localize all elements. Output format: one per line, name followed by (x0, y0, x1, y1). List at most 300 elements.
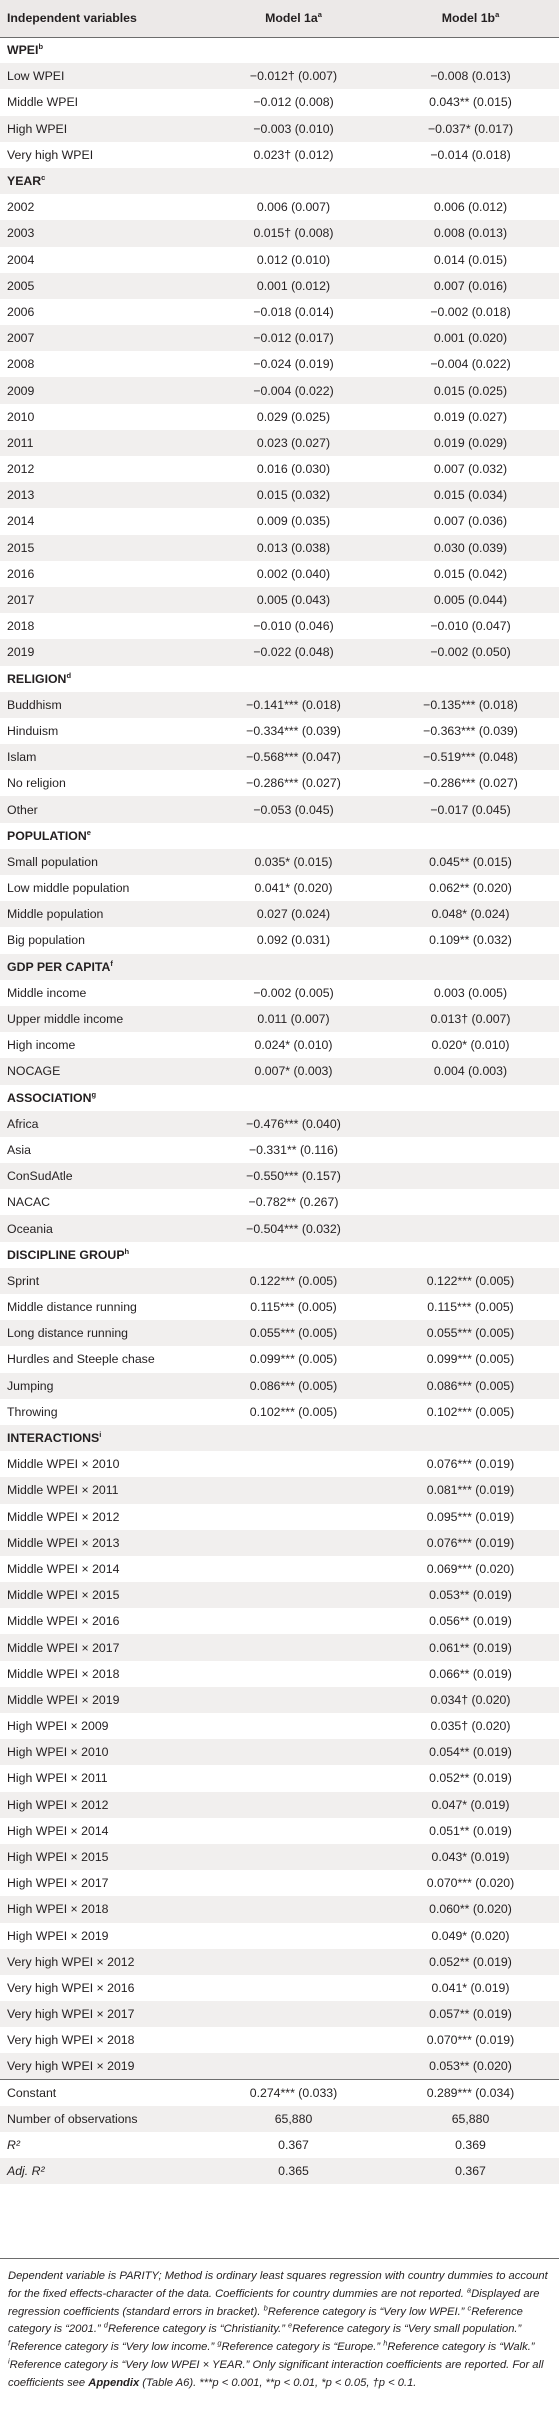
variable-label: Very high WPEI × 2019 (7, 2059, 135, 2074)
model-1a-cell: 0.015 (0.032) (256, 488, 331, 503)
group-label-text: YEAR (7, 174, 42, 189)
table-row (0, 1268, 559, 1294)
model-1a-cell: 0.099*** (0.005) (249, 1352, 338, 1367)
group-label (0, 1085, 559, 1111)
group-header-row (0, 823, 559, 849)
variable-label: High WPEI × 2015 (7, 1850, 109, 1865)
variable-label: Middle WPEI × 2013 (7, 1535, 120, 1550)
group-label (0, 666, 559, 692)
group-footnote-marker: c (41, 172, 46, 182)
model-1b-cell: 0.076*** (0.019) (426, 1535, 515, 1550)
model-1a-cell (205, 1451, 382, 1477)
model-1a-cell (205, 1634, 382, 1660)
model-1b-cell: 0.020* (0.010) (431, 1038, 510, 1053)
model-1b-cell (382, 1189, 559, 1215)
footnote-text: Reference category is “Europe.” (221, 2341, 384, 2354)
model-1b-cell: 0.081*** (0.019) (426, 1483, 515, 1498)
group-label-text: RELIGION (7, 671, 67, 686)
model-1a-cell: 0.024* (0.010) (254, 1038, 333, 1053)
variable-label: Low WPEI (7, 69, 65, 84)
model-1a-cell (205, 1713, 382, 1739)
variable-label: 2011 (7, 435, 34, 450)
model-1a-cell: 0.001 (0.012) (256, 278, 331, 293)
table-row (0, 1634, 559, 1660)
table-row (0, 2053, 559, 2079)
header-row (0, 0, 559, 37)
table-row (0, 220, 559, 246)
model-1b-cell: −0.002 (0.018) (430, 304, 511, 319)
table-row (0, 89, 559, 115)
model-1a-cell (205, 1765, 382, 1791)
model-1a-cell: −0.022 (0.048) (253, 645, 334, 660)
table-row (0, 875, 559, 901)
variable-label: NOCAGE (7, 1064, 61, 1079)
model-1a-cell: −0.286*** (0.027) (246, 776, 341, 791)
variable-label: Sprint (7, 1273, 40, 1288)
model-1a-cell: 0.122*** (0.005) (249, 1273, 338, 1288)
footnote-marker: b (263, 2302, 268, 2312)
model-1a-cell (205, 1818, 382, 1844)
model-1a-cell: 0.013 (0.038) (256, 540, 331, 555)
group-label-text: INTERACTIONS (7, 1431, 100, 1446)
model-1b-cell: 0.052** (0.019) (429, 1771, 512, 1786)
variable-label: Africa (7, 1116, 39, 1131)
table-row (0, 377, 559, 403)
group-label (0, 823, 559, 849)
model-1a-cell: 0.011 (0.007) (257, 1012, 330, 1027)
model-1a-cell (205, 1661, 382, 1687)
model-1a-cell (205, 1582, 382, 1608)
variable-label: Middle WPEI × 2017 (7, 1640, 120, 1655)
variable-label: High WPEI × 2010 (7, 1745, 109, 1760)
variable-label: Upper middle income (7, 1012, 124, 1027)
footnote-divider (0, 2258, 559, 2259)
model-1b-cell: 0.007 (0.036) (433, 514, 508, 529)
variable-label: High WPEI × 2018 (7, 1902, 109, 1917)
model-1a-cell: 0.012 (0.010) (256, 252, 331, 267)
model-1b-cell: 0.041* (0.019) (431, 1980, 510, 1995)
variable-label: Middle WPEI × 2012 (7, 1509, 120, 1524)
variable-label: Middle income (7, 985, 87, 1000)
model-1b-cell: 0.056** (0.019) (429, 1614, 512, 1629)
footnote-text: (Table A6). ***p < 0.001, **p < 0.01, *p < 0.05, †p < 0.1. (139, 2376, 417, 2389)
variable-label: Middle WPEI × 2019 (7, 1692, 120, 1707)
variable-label: Middle distance running (7, 1300, 137, 1315)
model-1a-cell (205, 1556, 382, 1582)
model-1b-cell: −0.286*** (0.027) (423, 776, 518, 791)
model-1b-cell: 0.035† (0.020) (430, 1719, 511, 1734)
table-row (0, 1189, 559, 1215)
table-row (0, 1949, 559, 1975)
footnote-marker: h (383, 2338, 388, 2348)
model-1b-cell: 0.115*** (0.005) (427, 1300, 514, 1315)
variable-label: 2006 (7, 304, 35, 319)
variable-label: High WPEI × 2011 (7, 1771, 108, 1786)
footnote-marker: c (467, 2302, 472, 2312)
variable-label: Adj. R² (7, 2164, 45, 2179)
table-row (0, 1608, 559, 1634)
model-1b-cell: −0.004 (0.022) (430, 357, 511, 372)
model-1b-cell: 0.005 (0.044) (433, 593, 508, 608)
variable-label: Number of observations (7, 2111, 138, 2126)
variable-label: Other (7, 802, 38, 817)
model-1a-cell: 0.055*** (0.005) (249, 1326, 338, 1341)
model-1b-cell: −0.017 (0.045) (430, 802, 511, 817)
variable-label: Oceania (7, 1221, 53, 1236)
model-1a-cell: 0.274*** (0.033) (205, 2080, 382, 2106)
model-1b-cell: 0.060** (0.020) (429, 1902, 512, 1917)
variable-label: Very high WPEI (7, 147, 94, 162)
model-1a-cell: 65,880 (274, 2111, 313, 2126)
model-1a-cell: 0.009 (0.035) (256, 514, 331, 529)
model-1a-cell (205, 1504, 382, 1530)
model-1a-cell: −0.504*** (0.032) (246, 1221, 341, 1236)
table-row (0, 1870, 559, 1896)
variable-label: Middle WPEI × 2016 (7, 1614, 120, 1629)
model-1a-cell: −0.004 (0.022) (253, 383, 334, 398)
group-label (0, 37, 559, 63)
model-1a-cell: −0.331** (0.116) (249, 1142, 338, 1157)
table-row (0, 849, 559, 875)
variable-label: 2015 (7, 540, 35, 555)
model-1b-cell: 0.057** (0.019) (429, 2007, 512, 2022)
model-1a-cell: 0.002 (0.040) (256, 566, 331, 581)
footnote-text: Dependent variable is PARITY; Method is ordinary least squares regression with country dummies to account for the fixed effects-character of the data. Coefficients for country dummies are not reported. (8, 2270, 548, 2300)
table-row (0, 194, 559, 220)
table-row (0, 927, 559, 953)
model-1b-cell: 0.045** (0.015) (429, 854, 512, 869)
variable-label: Middle WPEI × 2011 (7, 1483, 119, 1498)
model-1a-cell: 0.367 (278, 2138, 309, 2153)
group-label-text: DISCIPLINE GROUP (7, 1247, 125, 1262)
variable-label: Constant (0, 2080, 205, 2106)
model-1a-cell: −0.053 (0.045) (253, 802, 334, 817)
table-row (0, 1399, 559, 1425)
model-1a-cell: −0.782** (0.267) (248, 1195, 339, 1210)
model-1a-cell: −0.018 (0.014) (253, 304, 334, 319)
footnote-text: Reference category is “Very low income.” (10, 2341, 218, 2354)
footnote-text: Reference category is “2001.” (8, 2305, 523, 2336)
footnote-text: Displayed are regression coefficients (standard errors in bracket). (8, 2287, 540, 2318)
table-row (0, 2080, 559, 2106)
table-row (0, 1373, 559, 1399)
model-1b-cell: 0.053** (0.020) (429, 2059, 512, 2074)
group-footnote-marker: h (124, 1246, 130, 1256)
table-row (0, 718, 559, 744)
table-row (0, 1320, 559, 1346)
table-row (0, 1713, 559, 1739)
group-label (0, 954, 559, 980)
table-footnote (8, 2268, 552, 2393)
group-footnote-marker: i (99, 1429, 102, 1439)
table-row (0, 692, 559, 718)
model-1a-cell (205, 2001, 382, 2027)
variable-label: 2019 (7, 645, 35, 660)
table-row (0, 2027, 559, 2053)
model-1a-cell (205, 2053, 382, 2079)
model-1a-cell: 0.016 (0.030) (256, 462, 331, 477)
table-row (0, 1477, 559, 1503)
model-1b-cell: 0.043** (0.015) (429, 95, 512, 110)
model-1a-cell: 0.023† (0.012) (253, 147, 334, 162)
group-header-row (0, 1425, 559, 1451)
footnote-marker: d (103, 2320, 108, 2330)
table-row (0, 63, 559, 89)
model-1a-cell: 0.102*** (0.005) (249, 1404, 338, 1419)
table-row (0, 980, 559, 1006)
variable-label: 2002 (7, 200, 35, 215)
table-row (0, 1111, 559, 1137)
model-1a-cell (205, 1792, 382, 1818)
variable-label: Hurdles and Steeple chase (7, 1352, 155, 1367)
model-1a-cell: 0.015† (0.008) (253, 226, 334, 241)
model-1b-cell: 0.086*** (0.005) (426, 1378, 515, 1393)
group-footnote-marker: g (91, 1089, 97, 1099)
variable-label: 2012 (7, 462, 35, 477)
model-1b-cell: 0.099*** (0.005) (426, 1352, 515, 1367)
model-1b-cell: 0.055*** (0.005) (426, 1326, 515, 1341)
model-1b-cell: 0.043* (0.019) (431, 1850, 510, 1865)
table-row (0, 2158, 559, 2184)
table-row (0, 247, 559, 273)
model-1a-cell (205, 1975, 382, 2001)
variable-label: High WPEI × 2017 (7, 1876, 109, 1891)
table-row (0, 299, 559, 325)
group-label (0, 168, 559, 194)
model-1b-cell: 0.095*** (0.019) (426, 1509, 515, 1524)
table-row (0, 1765, 559, 1791)
variable-label: NACAC (7, 1195, 51, 1210)
footnote-text: Appendix (88, 2376, 140, 2389)
model-1a-cell: −0.012† (0.007) (249, 69, 338, 84)
model-1a-cell: 0.027 (0.024) (256, 907, 331, 922)
table-row (0, 613, 559, 639)
table-row (0, 1530, 559, 1556)
table-row (0, 482, 559, 508)
model-1b-cell: 0.053** (0.019) (429, 1588, 512, 1603)
model-1a-cell: 0.041* (0.020) (254, 881, 333, 896)
model-1a-cell: 0.365 (278, 2164, 309, 2179)
group-header-row (0, 1242, 559, 1268)
model-1a-cell: 0.086*** (0.005) (249, 1378, 338, 1393)
variable-label: Middle WPEI × 2015 (7, 1588, 120, 1603)
variable-label: Very high WPEI × 2018 (7, 2033, 135, 2048)
variable-label: 2017 (7, 593, 35, 608)
model-1a-cell (205, 2027, 382, 2053)
table-row (0, 1739, 559, 1765)
footnote-marker: e (288, 2320, 293, 2330)
model-1a-cell: 0.007* (0.003) (254, 1064, 333, 1079)
model-1b-cell: 0.034† (0.020) (430, 1692, 511, 1707)
variable-label: High WPEI (7, 121, 68, 136)
variable-label: R² (7, 2138, 20, 2153)
model-1a-cell (205, 1844, 382, 1870)
model-1b-cell: 0.102*** (0.005) (426, 1404, 515, 1419)
table-row (0, 1582, 559, 1608)
model-1b-cell: 65,880 (451, 2111, 490, 2126)
model-1b-cell: 0.061** (0.019) (429, 1640, 512, 1655)
model-1b-cell: 0.070*** (0.020) (426, 1876, 515, 1891)
table-row (0, 1504, 559, 1530)
model-1b-cell: −0.037* (0.017) (427, 121, 514, 136)
table-row (0, 639, 559, 665)
model-1a-cell: −0.012 (0.008) (253, 95, 334, 110)
table-row (0, 508, 559, 534)
model-1a-cell: −0.024 (0.019) (253, 357, 334, 372)
model-1b-cell: −0.135*** (0.018) (423, 697, 518, 712)
model-1a-cell: −0.002 (0.005) (253, 985, 334, 1000)
model-1b-cell: 0.289*** (0.034) (382, 2080, 559, 2106)
model-1a-cell (205, 1687, 382, 1713)
model-1b-cell: 0.003 (0.005) (433, 985, 508, 1000)
model-1b-cell: 0.047* (0.019) (431, 1797, 510, 1812)
variable-label: Middle population (7, 907, 104, 922)
variable-label: 2013 (7, 488, 35, 503)
header-model-1b: Model $1b^a$ (382, 0, 559, 37)
model-1b-cell (382, 1163, 559, 1189)
model-1b-cell: −0.519*** (0.048) (423, 750, 518, 765)
table-row (0, 116, 559, 142)
table-row (0, 430, 559, 456)
header-independent-variables: Independent variables (0, 0, 205, 37)
table-row (0, 1896, 559, 1922)
table-row (0, 1923, 559, 1949)
variable-label: Middle WPEI × 2014 (7, 1561, 120, 1576)
group-label-text: GDP PER CAPITA (7, 959, 111, 974)
model-1b-cell: 0.001 (0.020) (433, 331, 508, 346)
variable-label: Jumping (7, 1378, 54, 1393)
model-1b-cell: 0.369 (455, 2138, 486, 2153)
model-1b-cell: −0.014 (0.018) (430, 147, 511, 162)
table-row (0, 351, 559, 377)
table-row (0, 1661, 559, 1687)
table-row (0, 2132, 559, 2158)
group-label (0, 1425, 559, 1451)
variable-label: High WPEI × 2012 (7, 1797, 109, 1812)
group-footnote-marker: b (38, 42, 44, 52)
table-row (0, 1294, 559, 1320)
model-1b-cell: 0.030 (0.039) (433, 540, 508, 555)
model-1a-cell: −0.010 (0.046) (253, 619, 334, 634)
model-1b-cell: 0.052** (0.019) (429, 1954, 512, 1969)
table-row (0, 744, 559, 770)
model-1b-cell: 0.048* (0.024) (431, 907, 510, 922)
table-row (0, 1818, 559, 1844)
model-1b-cell: 0.015 (0.034) (433, 488, 508, 503)
group-footnote-marker: e (86, 827, 91, 837)
variable-label: 2016 (7, 566, 35, 581)
model-1a-cell: 0.023 (0.027) (256, 435, 331, 450)
model-1a-cell (205, 1477, 382, 1503)
model-1a-cell (205, 1608, 382, 1634)
model-1a-cell: 0.092 (0.031) (256, 933, 331, 948)
group-footnote-marker: f (110, 958, 113, 968)
group-header-row (0, 666, 559, 692)
variable-label: 2003 (7, 226, 35, 241)
variable-label: Big population (7, 933, 85, 948)
model-1b-cell: 0.019 (0.027) (433, 409, 508, 424)
footnote-marker: g (217, 2338, 222, 2348)
model-1b-cell: 0.013† (0.007) (430, 1012, 511, 1027)
model-1b-cell (382, 1215, 559, 1241)
table-row (0, 1006, 559, 1032)
table-row (0, 1844, 559, 1870)
model-1a-cell: −0.334*** (0.039) (246, 723, 341, 738)
table-row (0, 325, 559, 351)
variable-label: Middle WPEI × 2018 (7, 1666, 120, 1681)
table-row (0, 770, 559, 796)
model-1a-cell (205, 1870, 382, 1896)
variable-label: No religion (7, 776, 66, 791)
table-row (0, 2001, 559, 2027)
model-1a-cell (205, 1949, 382, 1975)
footnote-marker: f (8, 2338, 11, 2348)
variable-label: High WPEI × 2009 (7, 1719, 109, 1734)
model-1a-cell: 0.115*** (0.005) (250, 1300, 337, 1315)
variable-label: Very high WPEI × 2016 (7, 1980, 135, 1995)
variable-label: High WPEI × 2019 (7, 1928, 109, 1943)
group-footnote-marker: d (66, 670, 72, 680)
footnote-text: Reference category is “Very low WPEI.” (267, 2305, 468, 2318)
table-row (0, 404, 559, 430)
group-header-row (0, 37, 559, 63)
table-row (0, 587, 559, 613)
footnote-text: Reference category is “Christianity.” (107, 2323, 289, 2336)
variable-label: Middle WPEI (7, 95, 79, 110)
table-row (0, 1032, 559, 1058)
model-1b-cell: 0.054** (0.019) (429, 1745, 512, 1760)
variable-label: Middle WPEI × 2010 (7, 1457, 120, 1472)
model-1a-cell: −0.012 (0.017) (253, 331, 334, 346)
model-1b-cell: 0.006 (0.012) (433, 200, 508, 215)
model-1b-cell: 0.015 (0.042) (433, 566, 508, 581)
model-1a-cell: 0.035* (0.015) (254, 854, 333, 869)
model-1b-cell: 0.007 (0.016) (433, 278, 508, 293)
table-row (0, 1687, 559, 1713)
table-row (0, 1215, 559, 1241)
model-1b-cell: 0.367 (455, 2164, 486, 2179)
table-row (0, 901, 559, 927)
model-1b-cell: −0.010 (0.047) (430, 619, 511, 634)
variable-label: 2009 (7, 383, 35, 398)
variable-label: Very high WPEI × 2012 (7, 1954, 135, 1969)
table-body (0, 37, 559, 2184)
footnote-marker: a (466, 2285, 472, 2295)
variable-label: Long distance running (7, 1326, 129, 1341)
model-1b-cell: −0.008 (0.013) (430, 69, 511, 84)
model-1b-cell: 0.051** (0.019) (429, 1823, 512, 1838)
group-label-text: ASSOCIATION (7, 1090, 92, 1105)
model-1b-cell: −0.002 (0.050) (430, 645, 511, 660)
table-row (0, 456, 559, 482)
model-1b-cell (382, 1137, 559, 1163)
model-1b-cell: 0.008 (0.013) (433, 226, 508, 241)
table-row (0, 1975, 559, 2001)
table-row (0, 1792, 559, 1818)
model-1a-cell: −0.550*** (0.157) (246, 1169, 341, 1184)
footnote-text: Reference category is “Walk.” (387, 2341, 535, 2354)
variable-label: 2010 (7, 409, 35, 424)
table-row (0, 535, 559, 561)
variable-label: Asia (7, 1142, 31, 1157)
variable-label: Low middle population (7, 881, 130, 896)
group-label-text: WPEI (7, 43, 39, 58)
table-row (0, 796, 559, 822)
model-1a-cell (205, 1739, 382, 1765)
group-label-text: POPULATION (7, 828, 87, 843)
table-row (0, 142, 559, 168)
group-header-row (0, 954, 559, 980)
